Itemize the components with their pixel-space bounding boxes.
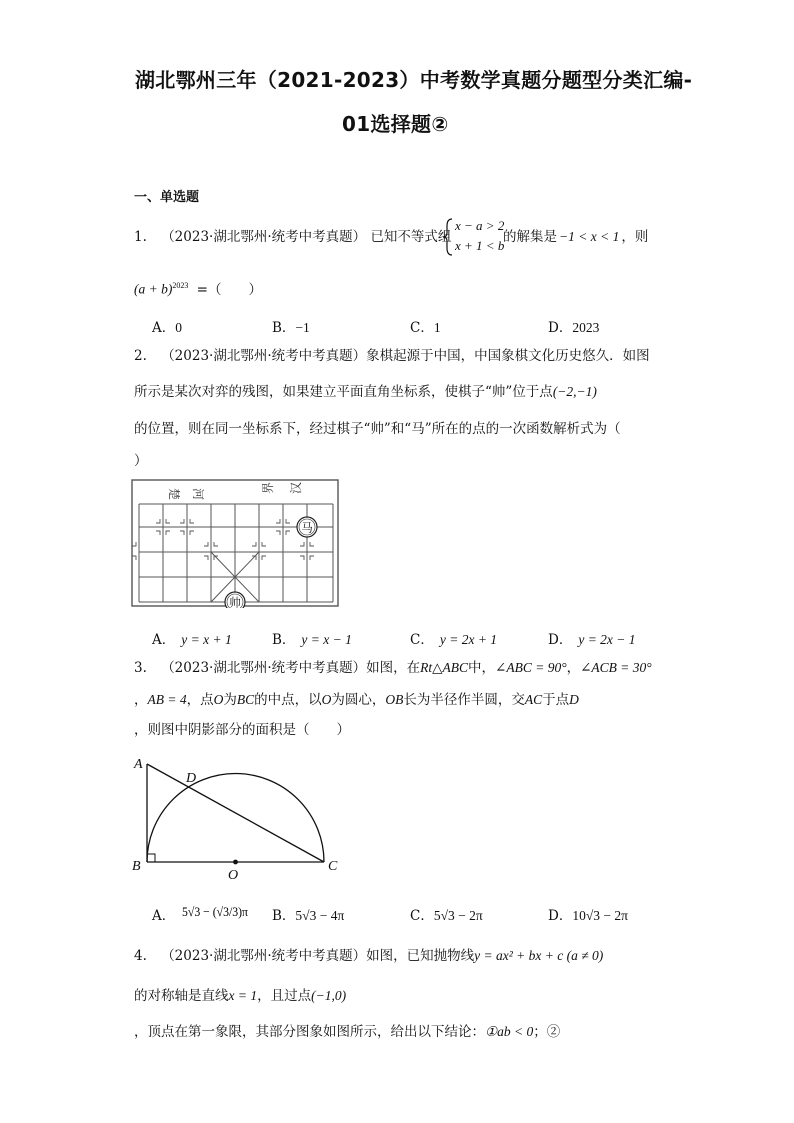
label-b: B	[132, 859, 141, 874]
system-top: x − a > 2	[455, 218, 505, 233]
question-3-source: （2023·湖北鄂州·统考中考真题）	[161, 660, 367, 676]
question-2-text1: 象棋起源于中国，中国象棋文化历史悠久．如图	[366, 348, 650, 364]
solution-range: −1 < x < 1	[559, 229, 620, 244]
question-1-number: 1.	[134, 229, 147, 245]
right-angle-mark	[147, 854, 155, 862]
question-3-line2: ，AB = 4，点O为BC的中点，以O为圆心，OB长为半径作半圆，交AC于点D	[134, 692, 579, 708]
piece-ma	[297, 517, 317, 537]
question-4-number: 4.	[134, 948, 147, 964]
question-2-line3: 的位置，则在同一坐标系下，经过棋子“帅”和“马”所在的点的一次函数解析式为（	[134, 421, 621, 437]
question-2-line1	[134, 346, 650, 366]
section-heading: 一、单选题	[134, 190, 200, 205]
chess-board-figure	[130, 478, 342, 608]
question-1-tail: =（ ）	[196, 281, 262, 298]
q3-option-d[interactable]: D．10√3 − 2π	[548, 908, 628, 924]
piece-shuai	[225, 592, 245, 608]
question-4-line3: ，顶点在第一象限，其部分图象如图所示，给出以下结论：①ab < 0；②	[134, 1024, 561, 1040]
system-bottom: x + 1 < b	[455, 238, 505, 253]
question-1-text: 已知不等式组	[370, 229, 452, 245]
q1-option-b[interactable]: B．−1	[272, 320, 310, 336]
question-1-line1	[134, 227, 451, 247]
question-4-line2: 的对称轴是直线x = 1，且过点(−1,0)	[134, 988, 347, 1004]
ab-length: AB = 4	[147, 692, 187, 707]
label-o: O	[228, 868, 239, 882]
question-4-source: （2023·湖北鄂州·统考中考真题）	[161, 948, 367, 964]
question-2-text2: 所示是某次对弈的残图，如果建立平面直角坐标系，使棋子“帅”位于点	[134, 384, 553, 400]
q3-option-a-formula	[180, 897, 250, 927]
q1-option-a[interactable]: A．0	[152, 320, 182, 336]
angle-acb: ∠ACB = 30°	[580, 660, 652, 675]
label-c: C	[328, 859, 338, 874]
river-char-chu: 楚	[167, 488, 181, 501]
q3-option-a[interactable]: A． 5√3 − (√3/3)π	[152, 904, 250, 927]
expression-a-plus-b: (a + b)	[134, 281, 173, 297]
river-char-han: 汉	[289, 481, 303, 494]
river-char-he: 河	[191, 488, 205, 501]
question-3-line1: 3. （2023·湖北鄂州·统考中考真题）如图，在Rt△ABC中，∠ABC = 90°，∠ACB = 30°	[134, 660, 652, 676]
center-point-o	[233, 860, 238, 865]
question-4-line1: 4. （2023·湖北鄂州·统考中考真题）如图，已知抛物线y = ax² + bx + c (a ≠ 0)	[134, 948, 604, 964]
question-3-line3: ，则图中阴影部分的面积是（ ）	[134, 722, 350, 738]
piece-shuai-label: 帅	[229, 597, 241, 608]
q3-option-c[interactable]: C．5√3 − 2π	[410, 908, 483, 924]
q2-option-d[interactable]: D． y = 2x − 1	[548, 632, 636, 648]
angle-abc: ∠ABC = 90°	[495, 660, 567, 675]
semicircle-triangle-figure	[128, 752, 350, 882]
exponent: 2023	[172, 281, 189, 290]
question-2-line2	[134, 382, 597, 402]
q1-option-c[interactable]: C．1	[410, 320, 441, 336]
point-through: (−1,0)	[311, 988, 347, 1003]
question-1-line2	[134, 276, 262, 300]
question-1-text-b: 的解集是	[503, 229, 557, 245]
label-a: A	[134, 757, 143, 772]
system-brace	[442, 218, 454, 256]
question-2-source: （2023·湖北鄂州·统考中考真题）	[161, 348, 367, 364]
q2-option-a[interactable]: A． y = x + 1	[152, 632, 232, 648]
q3-option-a-value: 5√3 − (√3/3)π	[181, 903, 248, 919]
question-1-source: （2023·湖北鄂州·统考中考真题）	[161, 229, 367, 245]
question-2-line4: ）	[134, 453, 148, 469]
q2-option-b[interactable]: B． y = x − 1	[272, 632, 352, 648]
shuai-point: (−2,−1)	[552, 384, 597, 399]
question-3-number: 3.	[134, 660, 147, 676]
conclusion-1: ①ab < 0	[485, 1024, 534, 1039]
side-ac	[147, 764, 324, 862]
river-char-jie: 界	[261, 481, 275, 494]
axis-of-symmetry: x = 1	[228, 988, 258, 1003]
q2-option-c[interactable]: C． y = 2x + 1	[410, 632, 498, 648]
piece-ma-label: 马	[301, 522, 313, 535]
question-1-line1b	[503, 227, 648, 247]
q3-option-b[interactable]: B．5√3 − 4π	[272, 908, 345, 924]
parabola-equation: y = ax² + bx + c (a ≠ 0)	[474, 948, 604, 963]
conclusion-2: ②	[546, 1024, 561, 1040]
label-d: D	[186, 771, 197, 786]
q1-option-d[interactable]: D．2023	[548, 320, 600, 336]
page-title-line1: 湖北鄂州三年（2021-2023）中考数学真题分题型分类汇编-	[135, 68, 693, 92]
question-2-number: 2.	[134, 348, 147, 364]
question-1-text-c: ，则	[621, 229, 649, 245]
page-title-line2: 01选择题②	[342, 112, 449, 136]
semicircle-arc	[147, 774, 324, 863]
triangle-name: Rt△ABC	[420, 660, 469, 675]
